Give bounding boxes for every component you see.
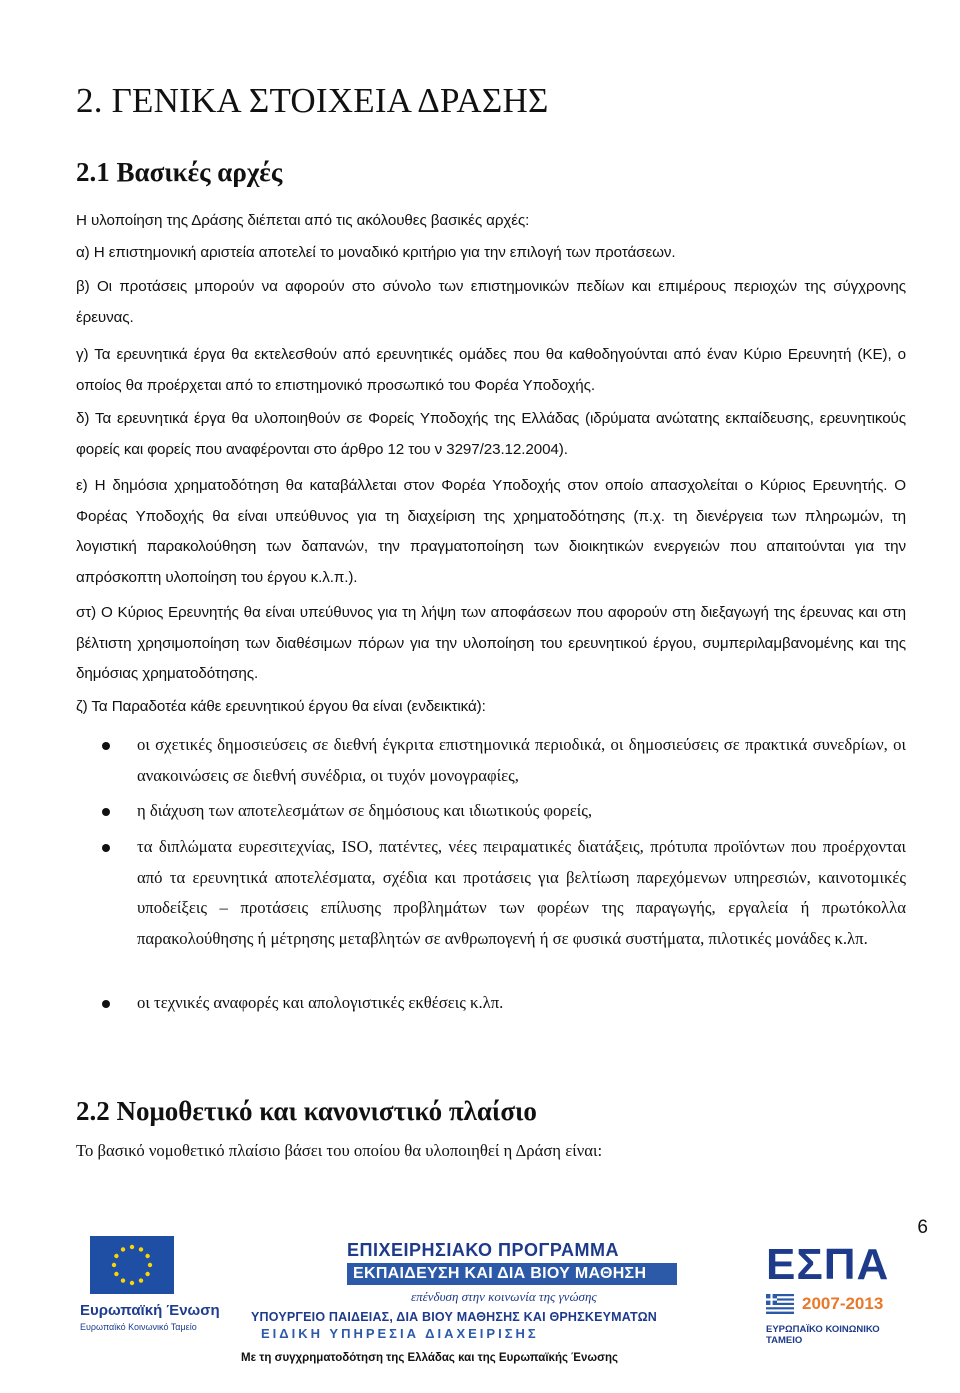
principle-b: β) Οι προτάσεις μπορούν να αφορούν στο σύνολο των επιστημονικών πεδίων και επιμέρους περιοχών της σύγχρονης έρευνας.	[76, 278, 906, 326]
programme-slogan: επένδυση στην κοινωνία της γνώσης	[411, 1289, 597, 1304]
greek-flag-icon	[766, 1294, 794, 1314]
list-item-text: η διάχυση των αποτελεσμάτων σε δημόσιους και ιδιωτικούς φορείς,	[137, 801, 593, 820]
programme-logo	[241, 1236, 721, 1376]
section-2-1-title: 2.1 Βασικές αρχές	[76, 157, 283, 187]
programme-title: ΕΠΙΧΕΙΡΗΣΙΑΚΟ ΠΡΟΓΡΑΜΜΑ	[347, 1240, 619, 1260]
espa-fund-name: ΕΥΡΩΠΑΪΚΟ ΚΟΙΝΩΝΙΚΟ ΤΑΜΕΙΟ	[766, 1324, 880, 1346]
list-item	[76, 988, 906, 1019]
list-item-text: οι τεχνικές αναφορές και απολογιστικές εκθέσεις κ.λπ.	[137, 993, 504, 1012]
list-item	[76, 730, 906, 791]
footer-logos	[76, 1236, 916, 1386]
bullet-icon	[102, 742, 110, 750]
page-number: 6	[917, 1217, 928, 1238]
principle-d: δ) Τα ερευνητικά έργα θα υλοποιηθούν σε Φορείς Υποδοχής της Ελλάδας (ιδρύματα ανώτατης εκπαίδευσης, ερευνητικούς φορείς και φορείς που αναφέρονται στο άρθρο 12 του ν 3297/23.12.2004).	[76, 410, 906, 458]
principle-f: στ) Ο Κύριος Ερευνητής θα είναι υπεύθυνος για τη λήψη των αποφάσεων που αφορούν στη διεξαγωγή της έρευνας και στη βέλτιστη χρησιμοποίηση των διαθέσιμων πόρων για την υλοποίηση του ερευνητικού έργου, συμπεριλαμβανομένης και της δημόσιας χρηματοδότησης.	[76, 604, 906, 682]
eu-subtitle: Ευρωπαϊκό Κοινωνικό Ταμείο	[80, 1322, 197, 1332]
list-item	[76, 832, 906, 954]
espa-logo	[766, 1236, 916, 1376]
principle-e: ε) Η δημόσια χρηματοδότηση θα καταβάλλεται στον Φορέα Υποδοχής στον οποίο απασχολείται ο Κύριος Ερευνητής. Ο Φορέας Υποδοχής θα είναι υπεύθυνος για τη διαχείριση της χρηματοδότησης (π.χ. τη διενέργεια των πληρωμών, τη λογιστική παρακολούθηση των δαπανών, την πραγματοποίηση των διοικητικών ενεργειών που απαιτούνται για την απρόσκοπτη υλοποίηση του έργου κ.λ.π.).	[76, 477, 906, 586]
special-service-name: ΕΙΔΙΚΗ ΥΠΗΡΕΣΙΑ ΔΙΑΧΕΙΡΙΣΗΣ	[261, 1326, 539, 1341]
principle-g: ζ) Τα Παραδοτέα κάθε ερευνητικού έργου θα είναι (ενδεικτικά):	[76, 698, 486, 715]
principle-c: γ) Τα ερευνητικά έργα θα εκτελεσθούν από ερευνητικές ομάδες που θα καθοδηγούνται από έναν Κύριο Ερευνητή (ΚΕ), ο οποίος θα προέρχεται από το επιστημονικό προσωπικό του Φορέα Υποδοχής.	[76, 346, 906, 394]
section-2-1-intro: Η υλοποίηση της Δράσης διέπεται από τις ακόλουθες βασικές αρχές:	[76, 212, 530, 229]
list-item-text: οι σχετικές δημοσιεύσεις σε διεθνή έγκριτα επιστημονικά περιοδικά, οι δημοσιεύσεις σε πρακτικά συνεδρίων, οι ανακοινώσεις σε διεθνή συνέδρια, οι τυχόν μονογραφίες,	[137, 735, 906, 785]
principle-a: α) Η επιστημονική αριστεία αποτελεί το μοναδικό κριτήριο για την επιλογή των προτάσεων.	[76, 244, 676, 261]
section-2-2-title: 2.2 Νομοθετικό και κανονιστικό πλαίσιο	[76, 1096, 537, 1126]
bullet-icon	[102, 808, 110, 816]
bullet-icon	[102, 1000, 110, 1008]
programme-name: ΕΚΠΑΙΔΕΥΣΗ ΚΑΙ ΔΙΑ ΒΙΟΥ ΜΑΘΗΣΗ	[353, 1265, 647, 1282]
eu-stars-icon	[90, 1236, 174, 1294]
list-item	[76, 796, 906, 827]
eu-logo	[76, 1236, 220, 1376]
eu-title: Ευρωπαϊκή Ένωση	[80, 1302, 220, 1319]
list-item-text: τα διπλώματα ευρεσιτεχνίας, ISO, πατέντες, νέες πειραματικές διατάξεις, πρότυπα προϊόντων που προέρχονται από τα ερευνητικά αποτελέσματα, σχέδια και προτάσεις για βελτίωση παρεχόμενων υπηρεσιών, καινοτομικές υποδείξεις – προτάσεις επίλυσης προβλημάτων των φορέων της παραγωγής, εργαλεία ή πρωτόκολλα παρακολούθησης ή μέτρησης μεταβλητών σε ανθρωπογενή ή σε φυσικά συστήματα, πιλοτικές μονάδες κ.λπ.	[137, 837, 906, 948]
bullet-icon	[102, 844, 110, 852]
section-2-2-intro: Το βασικό νομοθετικό πλαίσιο βάσει του οποίου θα υλοποιηθεί η Δράση είναι:	[76, 1141, 603, 1160]
espa-title: ΕΣΠΑ	[766, 1240, 890, 1289]
ministry-name: ΥΠΟΥΡΓΕΙΟ ΠΑΙΔΕΙΑΣ, ΔΙΑ ΒΙΟΥ ΜΑΘΗΣΗΣ ΚΑΙ ΘΡΗΣΚΕΥΜΑΤΩΝ	[251, 1310, 658, 1324]
cofunding-note: Με τη συγχρηματοδότηση της Ελλάδας και της Ευρωπαϊκής Ένωσης	[241, 1352, 618, 1364]
espa-years: 2007-2013	[802, 1294, 884, 1313]
chapter-heading: 2. ΓΕΝΙΚΑ ΣΤΟΙΧΕΙΑ ΔΡΑΣΗΣ	[76, 81, 549, 120]
